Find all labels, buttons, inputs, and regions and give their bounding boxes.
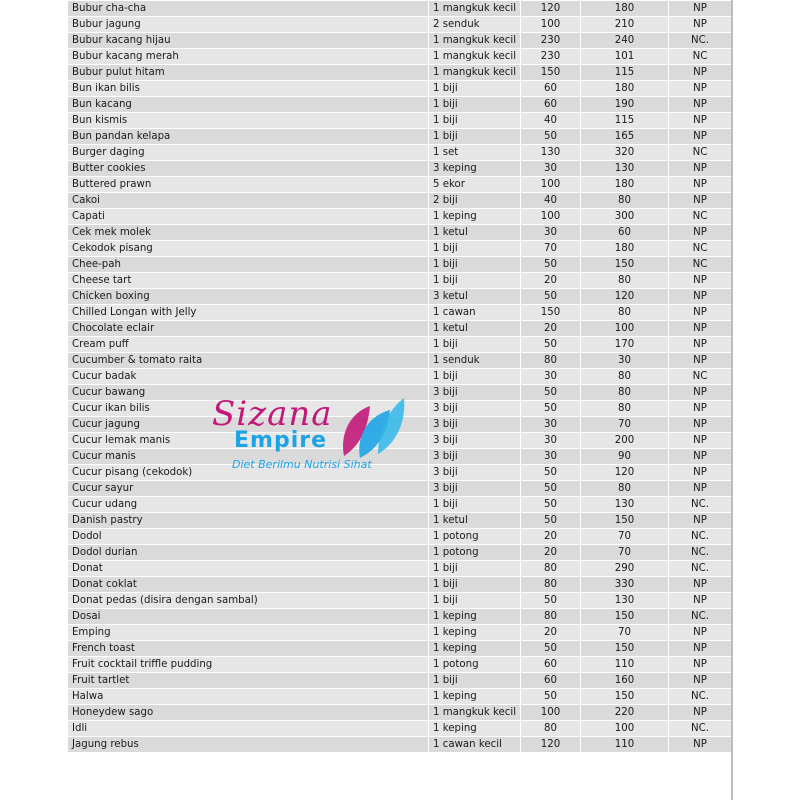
category-code-cell: NC. (669, 721, 732, 737)
food-name-cell: Cucur pisang (cekodok) (68, 465, 429, 481)
portion-cell: 1 mangkuk kecil (429, 1, 521, 17)
table-row (68, 1, 732, 17)
category-code-cell: NC. (669, 497, 732, 513)
food-name-cell: Bubur jagung (68, 17, 429, 33)
table-row (68, 241, 732, 257)
table-row (68, 705, 732, 721)
portion-cell: 5 ekor (429, 177, 521, 193)
weight-cell: 150 (521, 305, 581, 321)
category-code-cell: NP (669, 593, 732, 609)
calorie-cell: 80 (581, 369, 669, 385)
table-row (68, 545, 732, 561)
food-name-cell: Idli (68, 721, 429, 737)
weight-cell: 230 (521, 49, 581, 65)
table-row (68, 161, 732, 177)
food-name-cell: Buttered prawn (68, 177, 429, 193)
category-code-cell: NC. (669, 609, 732, 625)
portion-cell: 1 biji (429, 577, 521, 593)
portion-cell: 1 biji (429, 273, 521, 289)
food-name-cell: Chocolate eclair (68, 321, 429, 337)
weight-cell: 50 (521, 513, 581, 529)
category-code-cell: NP (669, 81, 732, 97)
weight-cell: 100 (521, 177, 581, 193)
calorie-cell: 101 (581, 49, 669, 65)
food-name-cell: Bubur kacang merah (68, 49, 429, 65)
food-name-cell: Bubur kacang hijau (68, 33, 429, 49)
food-name-cell: Dodol durian (68, 545, 429, 561)
portion-cell: 1 ketul (429, 321, 521, 337)
table-row (68, 145, 732, 161)
calorie-cell: 150 (581, 689, 669, 705)
portion-cell: 1 biji (429, 337, 521, 353)
calorie-cell: 120 (581, 465, 669, 481)
portion-cell: 1 potong (429, 545, 521, 561)
calorie-cell: 150 (581, 513, 669, 529)
table-row (68, 689, 732, 705)
category-code-cell: NP (669, 577, 732, 593)
table-row (68, 609, 732, 625)
category-code-cell: NC (669, 257, 732, 273)
category-code-cell: NP (669, 641, 732, 657)
food-name-cell: Cucur sayur (68, 481, 429, 497)
calorie-cell: 100 (581, 321, 669, 337)
calorie-cell: 290 (581, 561, 669, 577)
category-code-cell: NP (669, 657, 732, 673)
category-code-cell: NP (669, 193, 732, 209)
portion-cell: 1 biji (429, 241, 521, 257)
calorie-cell: 130 (581, 593, 669, 609)
food-name-cell: Bubur cha-cha (68, 1, 429, 17)
category-code-cell: NP (669, 225, 732, 241)
category-code-cell: NP (669, 737, 732, 753)
category-code-cell: NP (669, 385, 732, 401)
food-name-cell: Emping (68, 625, 429, 641)
food-name-cell: Bun pandan kelapa (68, 129, 429, 145)
calorie-cell: 80 (581, 401, 669, 417)
food-name-cell: Chee-pah (68, 257, 429, 273)
weight-cell: 60 (521, 657, 581, 673)
portion-cell: 3 biji (429, 385, 521, 401)
calorie-cell: 80 (581, 385, 669, 401)
food-name-cell: Chicken boxing (68, 289, 429, 305)
category-code-cell: NC. (669, 33, 732, 49)
food-name-cell: Capati (68, 209, 429, 225)
calorie-cell: 80 (581, 305, 669, 321)
portion-cell: 1 cawan (429, 305, 521, 321)
weight-cell: 30 (521, 449, 581, 465)
category-code-cell: NP (669, 337, 732, 353)
food-name-cell: Dodol (68, 529, 429, 545)
category-code-cell: NP (669, 289, 732, 305)
portion-cell: 1 keping (429, 209, 521, 225)
table-row (68, 353, 732, 369)
category-code-cell: NP (669, 449, 732, 465)
table-row (68, 513, 732, 529)
table-row (68, 673, 732, 689)
calorie-cell: 200 (581, 433, 669, 449)
category-code-cell: NP (669, 321, 732, 337)
weight-cell: 60 (521, 673, 581, 689)
weight-cell: 130 (521, 145, 581, 161)
calorie-cell: 180 (581, 1, 669, 17)
portion-cell: 1 mangkuk kecil (429, 33, 521, 49)
calorie-cell: 30 (581, 353, 669, 369)
portion-cell: 1 biji (429, 81, 521, 97)
category-code-cell: NP (669, 417, 732, 433)
table-body (68, 1, 732, 753)
category-code-cell: NC (669, 241, 732, 257)
category-code-cell: NC. (669, 545, 732, 561)
category-code-cell: NP (669, 129, 732, 145)
portion-cell: 1 mangkuk kecil (429, 49, 521, 65)
weight-cell: 30 (521, 433, 581, 449)
calorie-cell: 190 (581, 97, 669, 113)
food-name-cell: Cucur bawang (68, 385, 429, 401)
weight-cell: 60 (521, 81, 581, 97)
category-code-cell: NP (669, 65, 732, 81)
food-name-cell: Donat (68, 561, 429, 577)
food-name-cell: Donat coklat (68, 577, 429, 593)
category-code-cell: NC (669, 145, 732, 161)
portion-cell: 1 set (429, 145, 521, 161)
table-row (68, 625, 732, 641)
calorie-cell: 115 (581, 113, 669, 129)
portion-cell: 1 biji (429, 561, 521, 577)
category-code-cell: NP (669, 17, 732, 33)
calorie-cell: 70 (581, 625, 669, 641)
weight-cell: 80 (521, 721, 581, 737)
category-code-cell: NP (669, 177, 732, 193)
table-row (68, 273, 732, 289)
food-calorie-sheet (67, 0, 731, 800)
weight-cell: 80 (521, 577, 581, 593)
table-row (68, 641, 732, 657)
calorie-cell: 300 (581, 209, 669, 225)
portion-cell: 3 biji (429, 417, 521, 433)
category-code-cell: NP (669, 273, 732, 289)
food-name-cell: Cucur jagung (68, 417, 429, 433)
food-name-cell: Cucur udang (68, 497, 429, 513)
calorie-cell: 130 (581, 497, 669, 513)
weight-cell: 100 (521, 209, 581, 225)
food-name-cell: Cream puff (68, 337, 429, 353)
table-row (68, 417, 732, 433)
table-row (68, 225, 732, 241)
category-code-cell: NC. (669, 689, 732, 705)
table-row (68, 737, 732, 753)
portion-cell: 1 biji (429, 673, 521, 689)
food-name-cell: Halwa (68, 689, 429, 705)
category-code-cell: NP (669, 625, 732, 641)
category-code-cell: NP (669, 113, 732, 129)
portion-cell: 1 keping (429, 641, 521, 657)
portion-cell: 3 biji (429, 401, 521, 417)
food-name-cell: Burger daging (68, 145, 429, 161)
portion-cell: 3 biji (429, 449, 521, 465)
category-code-cell: NP (669, 305, 732, 321)
table-row (68, 481, 732, 497)
calorie-cell: 115 (581, 65, 669, 81)
weight-cell: 40 (521, 193, 581, 209)
portion-cell: 1 potong (429, 529, 521, 545)
weight-cell: 100 (521, 17, 581, 33)
category-code-cell: NC. (669, 529, 732, 545)
weight-cell: 70 (521, 241, 581, 257)
portion-cell: 1 ketul (429, 225, 521, 241)
calorie-cell: 170 (581, 337, 669, 353)
table-row (68, 33, 732, 49)
food-name-cell: Bun kacang (68, 97, 429, 113)
weight-cell: 50 (521, 497, 581, 513)
weight-cell: 80 (521, 561, 581, 577)
category-code-cell: NP (669, 513, 732, 529)
weight-cell: 150 (521, 65, 581, 81)
weight-cell: 50 (521, 481, 581, 497)
weight-cell: 40 (521, 113, 581, 129)
food-name-cell: Cekodok pisang (68, 241, 429, 257)
calorie-cell: 80 (581, 481, 669, 497)
weight-cell: 30 (521, 417, 581, 433)
weight-cell: 20 (521, 273, 581, 289)
portion-cell: 1 biji (429, 497, 521, 513)
calorie-cell: 160 (581, 673, 669, 689)
calorie-cell: 180 (581, 177, 669, 193)
calorie-cell: 180 (581, 81, 669, 97)
table-row (68, 465, 732, 481)
food-name-cell: Cucur lemak manis (68, 433, 429, 449)
category-code-cell: NP (669, 673, 732, 689)
food-name-cell: Fruit cocktail triffle pudding (68, 657, 429, 673)
calorie-cell: 150 (581, 641, 669, 657)
food-name-cell: Cakoi (68, 193, 429, 209)
table-row (68, 337, 732, 353)
portion-cell: 1 ketul (429, 513, 521, 529)
weight-cell: 120 (521, 1, 581, 17)
food-name-cell: Fruit tartlet (68, 673, 429, 689)
weight-cell: 80 (521, 609, 581, 625)
category-code-cell: NP (669, 705, 732, 721)
category-code-cell: NP (669, 161, 732, 177)
weight-cell: 20 (521, 545, 581, 561)
table-row (68, 289, 732, 305)
table-row (68, 577, 732, 593)
portion-cell: 1 keping (429, 625, 521, 641)
calorie-cell: 100 (581, 721, 669, 737)
weight-cell: 100 (521, 705, 581, 721)
category-code-cell: NP (669, 1, 732, 17)
category-code-cell: NP (669, 481, 732, 497)
weight-cell: 60 (521, 97, 581, 113)
portion-cell: 1 senduk (429, 353, 521, 369)
weight-cell: 50 (521, 129, 581, 145)
food-name-cell: Bun ikan bilis (68, 81, 429, 97)
portion-cell: 3 biji (429, 433, 521, 449)
table-row (68, 209, 732, 225)
portion-cell: 1 keping (429, 609, 521, 625)
weight-cell: 50 (521, 401, 581, 417)
table-row (68, 497, 732, 513)
portion-cell: 1 mangkuk kecil (429, 65, 521, 81)
weight-cell: 120 (521, 737, 581, 753)
table-row (68, 129, 732, 145)
table-row (68, 65, 732, 81)
weight-cell: 50 (521, 257, 581, 273)
weight-cell: 50 (521, 641, 581, 657)
weight-cell: 30 (521, 225, 581, 241)
food-name-cell: Danish pastry (68, 513, 429, 529)
table-row (68, 385, 732, 401)
calorie-cell: 150 (581, 257, 669, 273)
table-row (68, 433, 732, 449)
food-name-cell: Cheese tart (68, 273, 429, 289)
weight-cell: 30 (521, 161, 581, 177)
calorie-cell: 90 (581, 449, 669, 465)
weight-cell: 30 (521, 369, 581, 385)
weight-cell: 230 (521, 33, 581, 49)
calorie-cell: 70 (581, 545, 669, 561)
portion-cell: 1 biji (429, 593, 521, 609)
food-name-cell: Cucumber & tomato raita (68, 353, 429, 369)
weight-cell: 50 (521, 593, 581, 609)
table-row (68, 321, 732, 337)
food-calorie-table (67, 0, 731, 753)
weight-cell: 50 (521, 465, 581, 481)
table-row (68, 193, 732, 209)
table-row (68, 529, 732, 545)
category-code-cell: NP (669, 97, 732, 113)
calorie-cell: 80 (581, 193, 669, 209)
food-name-cell: French toast (68, 641, 429, 657)
calorie-cell: 110 (581, 737, 669, 753)
category-code-cell: NC (669, 49, 732, 65)
portion-cell: 2 biji (429, 193, 521, 209)
calorie-cell: 110 (581, 657, 669, 673)
portion-cell: 1 keping (429, 689, 521, 705)
portion-cell: 2 senduk (429, 17, 521, 33)
weight-cell: 20 (521, 625, 581, 641)
food-name-cell: Cek mek molek (68, 225, 429, 241)
food-name-cell: Chilled Longan with Jelly (68, 305, 429, 321)
calorie-cell: 220 (581, 705, 669, 721)
food-name-cell: Bun kismis (68, 113, 429, 129)
calorie-cell: 180 (581, 241, 669, 257)
table-row (68, 561, 732, 577)
category-code-cell: NC. (669, 561, 732, 577)
calorie-cell: 60 (581, 225, 669, 241)
table-row (68, 449, 732, 465)
portion-cell: 1 biji (429, 97, 521, 113)
weight-cell: 50 (521, 289, 581, 305)
calorie-cell: 165 (581, 129, 669, 145)
table-row (68, 721, 732, 737)
food-name-cell: Cucur manis (68, 449, 429, 465)
calorie-cell: 330 (581, 577, 669, 593)
portion-cell: 1 biji (429, 113, 521, 129)
portion-cell: 1 cawan kecil (429, 737, 521, 753)
food-name-cell: Bubur pulut hitam (68, 65, 429, 81)
weight-cell: 50 (521, 337, 581, 353)
table-row (68, 305, 732, 321)
food-name-cell: Dosai (68, 609, 429, 625)
portion-cell: 1 biji (429, 369, 521, 385)
food-name-cell: Honeydew sago (68, 705, 429, 721)
portion-cell: 1 potong (429, 657, 521, 673)
calorie-cell: 70 (581, 529, 669, 545)
portion-cell: 1 keping (429, 721, 521, 737)
table-row (68, 401, 732, 417)
category-code-cell: NC (669, 209, 732, 225)
weight-cell: 20 (521, 321, 581, 337)
table-row (68, 369, 732, 385)
calorie-cell: 320 (581, 145, 669, 161)
category-code-cell: NP (669, 401, 732, 417)
table-row (68, 81, 732, 97)
category-code-cell: NP (669, 433, 732, 449)
portion-cell: 1 mangkuk kecil (429, 705, 521, 721)
table-row (68, 97, 732, 113)
portion-cell: 3 biji (429, 481, 521, 497)
food-name-cell: Cucur ikan bilis (68, 401, 429, 417)
table-row (68, 177, 732, 193)
calorie-cell: 130 (581, 161, 669, 177)
calorie-cell: 70 (581, 417, 669, 433)
calorie-cell: 240 (581, 33, 669, 49)
watermark-brand-text: Empire (234, 428, 328, 453)
weight-cell: 20 (521, 529, 581, 545)
table-row (68, 657, 732, 673)
portion-cell: 1 biji (429, 257, 521, 273)
weight-cell: 80 (521, 353, 581, 369)
category-code-cell: NP (669, 353, 732, 369)
calorie-cell: 80 (581, 273, 669, 289)
sheet-right-border (731, 0, 733, 800)
table-row (68, 17, 732, 33)
calorie-cell: 150 (581, 609, 669, 625)
watermark-script-text: Sizana (212, 394, 333, 434)
food-name-cell: Donat pedas (disira dengan sambal) (68, 593, 429, 609)
portion-cell: 1 biji (429, 129, 521, 145)
food-name-cell: Cucur badak (68, 369, 429, 385)
watermark-tagline: Diet Berilmu Nutrisi Sihat (232, 458, 372, 471)
table-row (68, 113, 732, 129)
calorie-cell: 120 (581, 289, 669, 305)
table-row (68, 49, 732, 65)
portion-cell: 3 keping (429, 161, 521, 177)
table-row (68, 257, 732, 273)
category-code-cell: NP (669, 465, 732, 481)
portion-cell: 3 ketul (429, 289, 521, 305)
table-row (68, 593, 732, 609)
weight-cell: 50 (521, 689, 581, 705)
food-name-cell: Jagung rebus (68, 737, 429, 753)
weight-cell: 50 (521, 385, 581, 401)
calorie-cell: 210 (581, 17, 669, 33)
portion-cell: 3 biji (429, 465, 521, 481)
category-code-cell: NC (669, 369, 732, 385)
food-name-cell: Butter cookies (68, 161, 429, 177)
